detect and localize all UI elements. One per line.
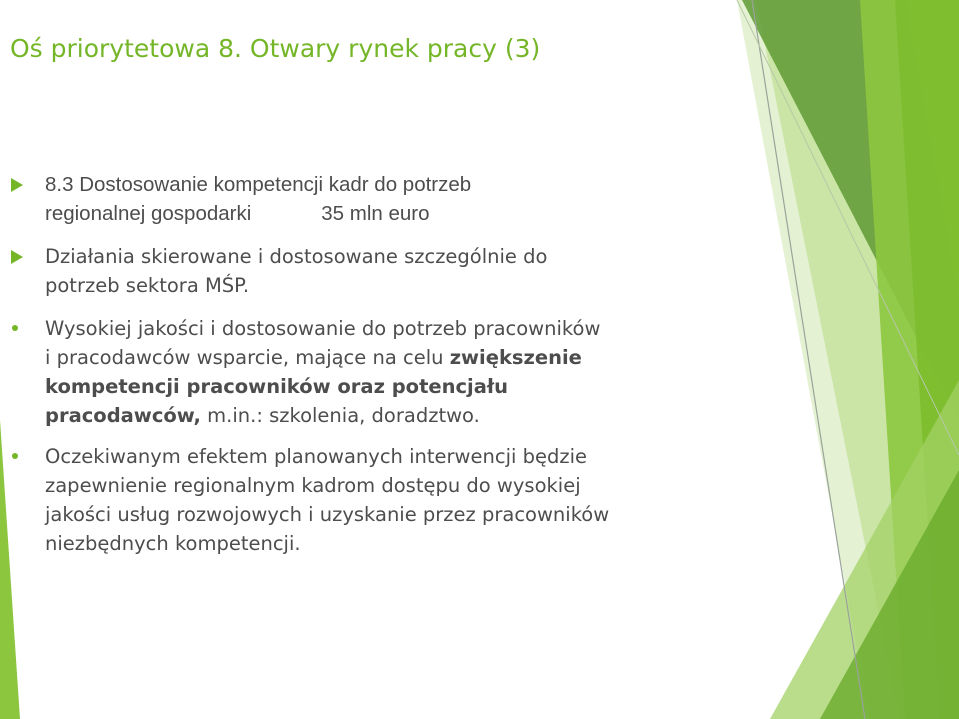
support-line1: Wysokiej jakości i dostosowanie do potrzeb pracowników — [45, 317, 601, 340]
arrow-bullet-icon — [11, 178, 23, 192]
measure-title-line2-row — [45, 199, 720, 228]
list-item-support-quality — [0, 314, 720, 430]
bullet-list — [0, 170, 720, 558]
list-item-expected-effect — [0, 442, 720, 558]
list-item-targeting — [0, 242, 720, 300]
support-line4-tail: m.in.: szkolenia, doradztwo. — [200, 404, 480, 427]
targeting-line1: Działania skierowane i dostosowane szczególnie do — [45, 245, 548, 268]
support-line2-row — [45, 343, 720, 372]
support-line2: i pracodawców wsparcie, mające na celu — [45, 346, 450, 369]
dot-bullet-icon — [12, 325, 18, 331]
list-item-measure-8-3 — [0, 170, 720, 228]
slide-title: Oś priorytetowa 8. Otwary rynek pracy (3) — [10, 34, 541, 63]
support-line3-row — [45, 372, 720, 401]
effect-line4: niezbędnych kompetencji. — [45, 532, 301, 555]
effect-line2: zapewnienie regionalnym kadrom dostępu do wysokiej — [45, 474, 581, 497]
support-bold-a: zwiększenie — [449, 346, 582, 369]
support-bold-c: pracodawców, — [45, 404, 201, 427]
measure-title-line1: 8.3 Dostosowanie kompetencji kadr do potrzeb — [45, 173, 472, 196]
effect-line3: jakości usług rozwojowych i uzyskanie przez pracowników — [45, 503, 610, 526]
measure-amount: 35 mln euro — [321, 202, 430, 225]
support-line4-row — [45, 401, 720, 430]
effect-line1: Oczekiwanym efektem planowanych interwencji będzie — [45, 445, 588, 468]
dot-bullet-icon — [12, 453, 18, 459]
targeting-line2: potrzeb sektora MŚP. — [45, 274, 250, 297]
measure-title-line2: regionalnej gospodarki — [45, 202, 252, 225]
support-bold-b: kompetencji pracowników oraz potencjału — [45, 375, 509, 398]
arrow-bullet-icon — [11, 250, 23, 264]
